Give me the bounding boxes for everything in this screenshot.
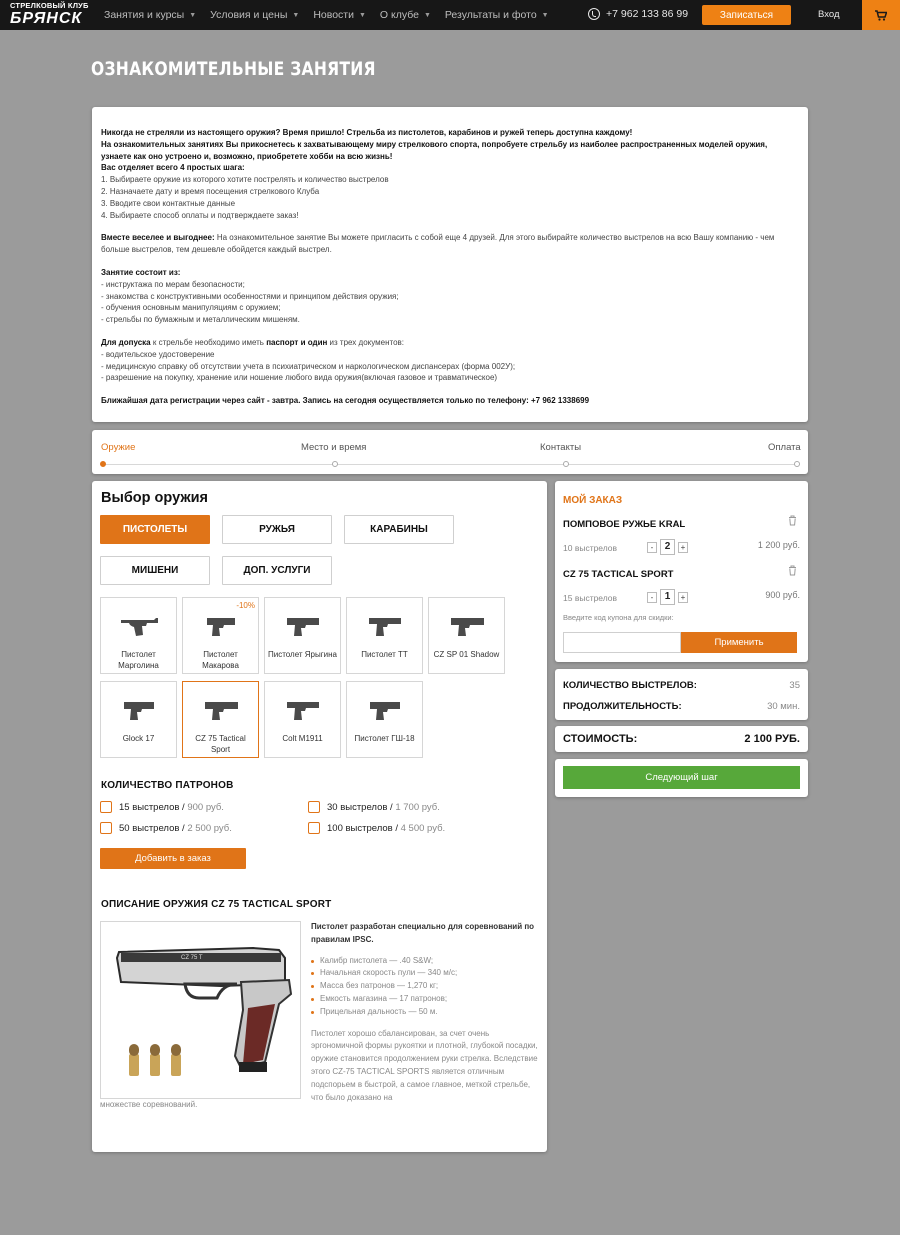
nav-item-results[interactable] <box>445 9 549 21</box>
trash-icon[interactable] <box>788 565 797 576</box>
ammo-label: 30 выстрелов <box>327 801 388 813</box>
nav-label: Новости <box>313 9 354 21</box>
gun-tile-yarygin[interactable] <box>264 597 341 674</box>
gun-tile-cz-sp01-shadow[interactable] <box>428 597 505 674</box>
ammo-price: 2 500 руб. <box>187 822 232 834</box>
quantity-stepper <box>647 589 688 605</box>
shots-value: 35 <box>789 680 800 691</box>
nav-item-courses[interactable] <box>104 9 196 21</box>
category-pistols[interactable]: ПИСТОЛЕТЫ <box>100 515 210 544</box>
ammo-option-15[interactable]: 15 выстрелов / 900 руб. <box>100 801 224 813</box>
gun-tile-cz75-tactical-sport[interactable] <box>182 681 259 758</box>
order-title: МОЙ ЗАКАЗ <box>563 495 623 506</box>
spec-item: Начальная скорость пули — 340 м/с; <box>311 967 539 980</box>
spec-item: Масса без патронов — 1,270 кг; <box>311 980 539 993</box>
ammo-option-50[interactable]: 50 выстрелов / 2 500 руб. <box>100 822 232 834</box>
step-weapon[interactable]: Оружие <box>101 442 136 453</box>
chevron-down-icon: ▼ <box>358 11 366 19</box>
quantity-value[interactable]: 2 <box>660 539 675 555</box>
phone-icon <box>588 8 600 20</box>
gun-name: CZ SP 01 Shadow <box>433 650 500 659</box>
club-logo[interactable] <box>10 2 89 27</box>
intro-steps-title: Вас отделяет всего 4 простых шага: <box>101 163 245 173</box>
ammo-section-title: КОЛИЧЕСТВО ПАТРОНОВ <box>101 780 234 791</box>
discount-badge: -10% <box>236 601 255 610</box>
intro-consists-item: - обучения основным манипуляциям с оружием; <box>101 303 281 313</box>
coupon-input[interactable] <box>563 632 681 653</box>
description-lead: Пистолет разработан специально для соревнований по правилам IPSC. <box>311 922 535 944</box>
checkbox[interactable] <box>308 822 320 834</box>
spec-item: Калибр пистолета — .40 S&W; <box>311 955 539 968</box>
gun-name: Пистолет Ярыгина <box>267 650 338 659</box>
engraving-text: CZ 75 T <box>181 955 203 961</box>
weapon-picker <box>92 481 547 1152</box>
intro-consists-item: - инструктажа по мерам безопасности; <box>101 279 245 289</box>
pistol-icon <box>284 614 324 638</box>
pistol-icon <box>448 614 488 638</box>
step-dot-contacts <box>563 461 569 467</box>
intro-consists-title: Занятие состоит из: <box>101 267 181 277</box>
gun-tile-gsh18[interactable] <box>346 681 423 758</box>
description-tail: множестве соревнований. <box>100 1100 198 1109</box>
intro-step: 1. Выбираете оружие из которого хотите пострелять и количество выстрелов <box>101 175 389 185</box>
intro-paragraph: На ознакомительных занятиях Вы прикоснетесь к захватывающему миру стрелкового спорта, попробуете стрельбу из наиболее распространенных моделей оружия, узнаете как оно устроено и, возможно, приобретете хобби на всю жизнь! <box>101 139 768 161</box>
pistol-icon <box>202 698 242 722</box>
next-step-panel <box>555 759 808 797</box>
cartridges <box>129 1044 181 1076</box>
logo-title: БРЯНСК <box>10 9 83 27</box>
increment-button[interactable]: + <box>678 542 688 553</box>
intro-consists-item: - стрельбы по бумажным и металлическим мишеням. <box>101 315 300 325</box>
gun-tile-margolin[interactable] <box>100 597 177 674</box>
pistol-icon <box>120 614 160 638</box>
ammo-price: 4 500 руб. <box>400 822 446 834</box>
ammo-label: 50 выстрелов <box>119 822 180 834</box>
gun-name: Пистолет ГШ-18 <box>354 734 415 743</box>
intro-step: 3. Вводите свои контактные данные <box>101 198 236 208</box>
intro-step: 4. Выбираете способ оплаты и подтверждаете заказ! <box>101 210 299 220</box>
description-title: ОПИСАНИЕ ОРУЖИЯ CZ 75 TACTICAL SPORT <box>101 899 332 910</box>
order-item-shots: 15 выстрелов <box>563 593 618 603</box>
category-carbines[interactable]: КАРАБИНЫ <box>344 515 454 544</box>
category-shotguns[interactable]: РУЖЬЯ <box>222 515 332 544</box>
pistol-icon <box>120 698 160 722</box>
intro-step: 2. Назначаете дату и время посещения стрелкового Клуба <box>101 186 320 196</box>
pistol-icon <box>366 698 406 722</box>
step-dot-place-time <box>332 461 338 467</box>
steps-line <box>102 464 798 465</box>
nav-item-prices[interactable] <box>210 9 299 21</box>
intro-paragraph: Никогда не стреляли из настоящего оружия? Время пришло! Стрельба из пистолетов, карабинов и ружей теперь доступна каждому! <box>101 128 633 137</box>
ammo-option-30[interactable]: 30 выстрелов / 1 700 руб. <box>308 801 440 813</box>
duration-label: ПРОДОЛЖИТЕЛЬНОСТЬ: <box>563 701 682 712</box>
order-item-name: CZ 75 TACTICAL SPORT <box>563 569 674 580</box>
checkbox[interactable] <box>100 801 112 813</box>
coupon-label: Введите код купона для скидки: <box>563 613 674 622</box>
intro-consists-item: - знакомства с конструктивными особенностями и принципом действия оружия; <box>101 291 399 301</box>
apply-coupon-button[interactable]: Применить <box>681 632 797 653</box>
gun-tile-tt[interactable] <box>346 597 423 674</box>
ammo-price: 1 700 руб. <box>395 801 440 813</box>
step-place-time[interactable]: Место и время <box>301 442 367 453</box>
cost-value: 2 100 РУБ. <box>744 733 800 745</box>
order-cost <box>555 726 808 752</box>
quantity-value[interactable]: 1 <box>660 589 675 605</box>
order-item-price: 900 руб. <box>765 590 800 600</box>
shots-row <box>563 680 800 691</box>
weapon-photo <box>100 921 301 1099</box>
order-item-shots: 10 выстрелов <box>563 543 618 553</box>
gun-tile-colt-m1911[interactable] <box>264 681 341 758</box>
next-step-button[interactable]: Следующий шаг <box>563 766 800 789</box>
page-title: ОЗНАКОМИТЕЛЬНЫЕ ЗАНЯТИЯ <box>91 58 376 80</box>
nav-item-about[interactable] <box>380 9 431 21</box>
step-dot-payment <box>794 461 800 467</box>
login-link[interactable]: Вход <box>818 9 840 20</box>
chevron-down-icon: ▼ <box>292 11 300 19</box>
gun-name: Пистолет Макарова <box>202 650 239 670</box>
intro-nearest-date: Ближайшая дата регистрации через сайт - завтра. Запись на сегодня осуществляется только по телефону: +7 962 1338699 <box>101 396 590 406</box>
gun-name: Glock 17 <box>122 734 155 743</box>
quantity-stepper <box>647 539 688 555</box>
weapon-picker-title: Выбор оружия <box>101 490 208 506</box>
decrement-button[interactable]: - <box>647 542 657 553</box>
nav-label: Условия и цены <box>210 9 288 21</box>
intro-doc: - разрешение на покупку, хранение или ношение любого вида оружия(включая газовое и травматическое) <box>101 373 498 383</box>
main-menu <box>104 0 563 30</box>
spec-item: Емкость магазина — 17 патронов; <box>311 993 539 1006</box>
chevron-down-icon: ▼ <box>541 11 549 19</box>
step-dot-weapon <box>100 461 106 467</box>
order-item-price: 1 200 руб. <box>757 540 800 550</box>
chevron-down-icon: ▼ <box>423 11 431 19</box>
spec-item: Прицельная дальность — 50 м. <box>311 1006 539 1019</box>
order-item-name: ПОМПОВОЕ РУЖЬЕ KRAL <box>563 519 686 530</box>
duration-row <box>563 701 800 712</box>
spec-list <box>311 955 539 1019</box>
my-order-panel <box>555 481 808 662</box>
order-stats <box>555 669 808 720</box>
ammo-price: 900 руб. <box>187 801 224 813</box>
category-extra-services[interactable]: ДОП. УСЛУГИ <box>222 556 332 585</box>
duration-value: 30 мин. <box>767 701 800 712</box>
increment-button[interactable]: + <box>678 592 688 603</box>
intro-card <box>92 107 808 422</box>
cz75-pistol-image <box>101 922 300 1098</box>
gun-tile-makarov[interactable] <box>182 597 259 674</box>
pistol-icon <box>366 614 406 638</box>
gun-name: Пистолет Марголина <box>118 650 159 670</box>
phone-number: +7 962 133 86 99 <box>606 8 689 20</box>
nav-label: Занятия и курсы <box>104 9 185 21</box>
gun-name: Colt M1911 <box>282 734 323 743</box>
ammo-option-100[interactable]: 100 выстрелов / 4 500 руб. <box>308 822 445 834</box>
logo-subtitle: СТРЕЛКОВЫЙ КЛУБ <box>10 1 89 10</box>
phone-link[interactable] <box>588 8 688 20</box>
category-targets[interactable]: МИШЕНИ <box>100 556 210 585</box>
checkbox[interactable] <box>100 822 112 834</box>
cart-button[interactable] <box>862 0 900 30</box>
gun-name: CZ 75 Tactical Sport <box>195 734 246 754</box>
top-navigation-bar <box>0 0 900 30</box>
checkbox[interactable] <box>308 801 320 813</box>
trash-icon[interactable] <box>788 515 797 526</box>
gun-tile-glock17[interactable] <box>100 681 177 758</box>
decrement-button[interactable]: - <box>647 592 657 603</box>
nav-label: Результаты и фото <box>444 9 537 21</box>
cost-label: СТОИМОСТЬ: <box>563 733 638 745</box>
nav-label: О клубе <box>379 9 419 21</box>
pistol-icon <box>202 614 242 638</box>
description-body: Пистолет хорошо сбалансирован, за счет очень эргономичной формы рукоятки и плотной, глубокой посадки, оружие становится продолжением руки стрелка. Вследствие этого CZ-75 TACTICAL SPORTS является отличным подспорьем в быстрой, а самое главное, меткой стрельбе, что было доказано на <box>311 1028 538 1102</box>
ammo-label: 15 выстрелов <box>119 801 180 813</box>
cart-icon <box>875 10 887 21</box>
intro-friends: Вместе веселее и выгоднее: На ознакомительное занятие Вы можете пригласить с собой еще 4 друзей. Для этого выбирайте количество выстрелов на всю Вашу компанию - чем больше выстрелов, тем дешевле обойдется каждый выстрел. <box>101 233 775 255</box>
ammo-label: 100 выстрелов <box>327 822 393 834</box>
intro-doc: - медицинскую справку об отсутствии учета в психиатрическом и наркологическом диспансерах (форма 002У); <box>101 361 516 371</box>
step-payment[interactable]: Оплата <box>768 442 801 453</box>
signup-button[interactable]: Записаться <box>702 5 791 25</box>
chevron-down-icon: ▼ <box>189 11 197 19</box>
step-contacts[interactable]: Контакты <box>540 442 582 453</box>
add-to-order-button[interactable]: Добавить в заказ <box>100 848 246 869</box>
shots-label: КОЛИЧЕСТВО ВЫСТРЕЛОВ: <box>563 680 697 691</box>
checkout-steps <box>92 430 808 474</box>
intro-admission: Для допуска к стрельбе необходимо иметь паспорт и один из трех документов: <box>101 337 404 347</box>
gun-name: Пистолет ТТ <box>361 650 408 659</box>
pistol-icon <box>284 698 324 722</box>
nav-item-news[interactable] <box>313 9 366 21</box>
weapon-description <box>311 921 539 1104</box>
intro-doc: - водительское удостоверение <box>101 349 215 359</box>
